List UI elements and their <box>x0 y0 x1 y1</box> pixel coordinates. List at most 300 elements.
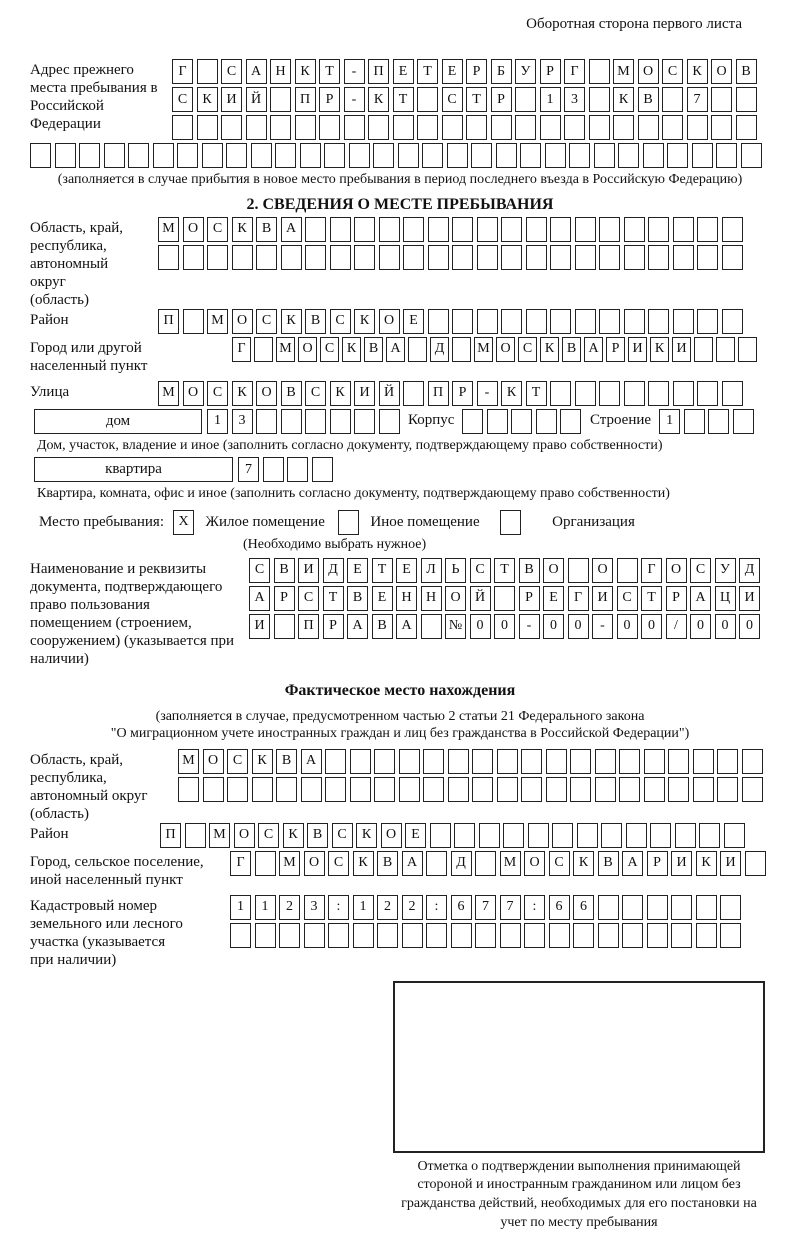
stay-option-other-checkbox[interactable] <box>338 510 359 535</box>
char-box[interactable] <box>354 245 375 270</box>
char-box[interactable] <box>330 217 351 242</box>
char-box[interactable] <box>403 381 424 406</box>
char-box[interactable] <box>472 777 493 802</box>
char-box[interactable] <box>305 217 326 242</box>
char-box[interactable]: Т <box>323 586 344 611</box>
char-box[interactable]: Й <box>379 381 400 406</box>
char-box[interactable]: С <box>207 217 228 242</box>
char-box[interactable] <box>447 143 468 168</box>
char-box[interactable] <box>570 749 591 774</box>
char-box[interactable]: С <box>305 381 326 406</box>
char-box[interactable]: О <box>203 749 224 774</box>
char-box[interactable] <box>305 245 326 270</box>
char-box[interactable] <box>647 923 668 948</box>
char-box[interactable]: О <box>234 823 255 848</box>
char-box[interactable]: А <box>301 749 322 774</box>
char-box[interactable] <box>622 895 643 920</box>
char-box[interactable] <box>550 245 571 270</box>
char-box[interactable]: 3 <box>304 895 325 920</box>
char-box[interactable] <box>227 777 248 802</box>
char-box[interactable] <box>197 59 218 84</box>
char-box[interactable] <box>350 777 371 802</box>
char-box[interactable] <box>536 409 557 434</box>
char-box[interactable]: 0 <box>739 614 760 639</box>
char-box[interactable]: 2 <box>402 895 423 920</box>
char-box[interactable]: О <box>711 59 732 84</box>
char-box[interactable] <box>344 115 365 140</box>
char-box[interactable]: О <box>298 337 317 362</box>
char-box[interactable] <box>402 923 423 948</box>
char-box[interactable]: Н <box>396 586 417 611</box>
char-box[interactable] <box>589 115 610 140</box>
char-box[interactable] <box>693 777 714 802</box>
char-box[interactable] <box>644 777 665 802</box>
char-box[interactable] <box>399 777 420 802</box>
char-box[interactable] <box>442 115 463 140</box>
char-box[interactable]: Ц <box>715 586 736 611</box>
char-box[interactable]: К <box>353 851 374 876</box>
char-box[interactable]: 3 <box>564 87 585 112</box>
char-box[interactable]: А <box>396 614 417 639</box>
char-box[interactable] <box>624 217 645 242</box>
char-box[interactable] <box>270 115 291 140</box>
char-box[interactable] <box>452 217 473 242</box>
char-box[interactable]: Р <box>540 59 561 84</box>
char-box[interactable] <box>104 143 125 168</box>
char-box[interactable] <box>325 777 346 802</box>
char-box[interactable]: 1 <box>353 895 374 920</box>
char-box[interactable] <box>598 895 619 920</box>
char-box[interactable] <box>178 777 199 802</box>
char-box[interactable] <box>599 381 620 406</box>
char-box[interactable]: О <box>381 823 402 848</box>
char-box[interactable]: И <box>298 558 319 583</box>
char-box[interactable]: В <box>598 851 619 876</box>
char-box[interactable]: 0 <box>470 614 491 639</box>
char-box[interactable] <box>638 115 659 140</box>
char-box[interactable] <box>374 777 395 802</box>
char-box[interactable] <box>454 823 475 848</box>
char-box[interactable]: - <box>592 614 613 639</box>
char-box[interactable]: / <box>666 614 687 639</box>
char-box[interactable] <box>462 409 483 434</box>
char-box[interactable] <box>477 217 498 242</box>
char-box[interactable]: О <box>183 381 204 406</box>
char-box[interactable] <box>421 614 442 639</box>
char-box[interactable] <box>741 143 762 168</box>
char-box[interactable]: В <box>519 558 540 583</box>
char-box[interactable]: Д <box>430 337 449 362</box>
char-box[interactable] <box>599 245 620 270</box>
char-box[interactable] <box>575 245 596 270</box>
char-box[interactable]: К <box>342 337 361 362</box>
char-box[interactable] <box>515 87 536 112</box>
char-box[interactable] <box>422 143 443 168</box>
char-box[interactable]: - <box>344 59 365 84</box>
char-box[interactable]: О <box>445 586 466 611</box>
char-box[interactable] <box>475 851 496 876</box>
char-box[interactable]: 1 <box>540 87 561 112</box>
char-box[interactable] <box>577 823 598 848</box>
char-box[interactable]: В <box>372 614 393 639</box>
char-box[interactable]: Т <box>526 381 547 406</box>
char-box[interactable]: К <box>197 87 218 112</box>
char-box[interactable]: 0 <box>494 614 515 639</box>
char-box[interactable]: А <box>347 614 368 639</box>
char-box[interactable] <box>328 923 349 948</box>
char-box[interactable] <box>643 143 664 168</box>
char-box[interactable] <box>497 749 518 774</box>
char-box[interactable] <box>696 895 717 920</box>
char-box[interactable] <box>373 143 394 168</box>
char-box[interactable]: О <box>304 851 325 876</box>
char-box[interactable] <box>624 381 645 406</box>
char-box[interactable] <box>349 143 370 168</box>
char-box[interactable]: 2 <box>279 895 300 920</box>
char-box[interactable] <box>491 115 512 140</box>
char-box[interactable]: Т <box>641 586 662 611</box>
char-box[interactable]: С <box>249 558 270 583</box>
char-box[interactable]: О <box>592 558 613 583</box>
char-box[interactable] <box>232 245 253 270</box>
char-box[interactable] <box>221 115 242 140</box>
char-box[interactable] <box>696 923 717 948</box>
char-box[interactable]: О <box>232 309 253 334</box>
char-box[interactable]: С <box>258 823 279 848</box>
char-box[interactable]: С <box>442 87 463 112</box>
char-box[interactable] <box>197 115 218 140</box>
char-box[interactable] <box>708 409 729 434</box>
char-box[interactable] <box>350 749 371 774</box>
char-box[interactable] <box>550 309 571 334</box>
char-box[interactable] <box>417 115 438 140</box>
char-box[interactable]: Р <box>519 586 540 611</box>
char-box[interactable]: О <box>183 217 204 242</box>
char-box[interactable]: У <box>515 59 536 84</box>
char-box[interactable]: С <box>256 309 277 334</box>
char-box[interactable]: 0 <box>617 614 638 639</box>
char-box[interactable] <box>711 115 732 140</box>
char-box[interactable] <box>599 217 620 242</box>
char-box[interactable]: С <box>207 381 228 406</box>
char-box[interactable]: М <box>500 851 521 876</box>
char-box[interactable] <box>300 143 321 168</box>
char-box[interactable]: : <box>524 895 545 920</box>
char-box[interactable] <box>252 777 273 802</box>
char-box[interactable]: К <box>283 823 304 848</box>
char-box[interactable] <box>230 923 251 948</box>
char-box[interactable]: 6 <box>451 895 472 920</box>
char-box[interactable] <box>254 337 273 362</box>
char-box[interactable]: 0 <box>715 614 736 639</box>
char-box[interactable] <box>408 337 427 362</box>
char-box[interactable]: К <box>540 337 559 362</box>
char-box[interactable]: С <box>221 59 242 84</box>
char-box[interactable]: М <box>613 59 634 84</box>
char-box[interactable]: Д <box>739 558 760 583</box>
char-box[interactable] <box>618 143 639 168</box>
char-box[interactable] <box>452 337 471 362</box>
char-box[interactable] <box>662 115 683 140</box>
char-box[interactable]: Л <box>421 558 442 583</box>
char-box[interactable]: К <box>354 309 375 334</box>
char-box[interactable]: Г <box>230 851 251 876</box>
char-box[interactable] <box>697 381 718 406</box>
char-box[interactable]: Й <box>246 87 267 112</box>
char-box[interactable]: 1 <box>230 895 251 920</box>
char-box[interactable] <box>722 245 743 270</box>
char-box[interactable] <box>648 309 669 334</box>
char-box[interactable] <box>153 143 174 168</box>
char-box[interactable] <box>595 749 616 774</box>
char-box[interactable] <box>255 923 276 948</box>
char-box[interactable]: Р <box>466 59 487 84</box>
char-box[interactable] <box>624 245 645 270</box>
char-box[interactable]: Б <box>491 59 512 84</box>
char-box[interactable] <box>550 217 571 242</box>
char-box[interactable] <box>207 245 228 270</box>
char-box[interactable] <box>619 777 640 802</box>
char-box[interactable]: Р <box>647 851 668 876</box>
char-box[interactable] <box>575 309 596 334</box>
char-box[interactable]: С <box>518 337 537 362</box>
char-box[interactable]: В <box>562 337 581 362</box>
char-box[interactable] <box>281 409 302 434</box>
char-box[interactable] <box>305 409 326 434</box>
char-box[interactable] <box>330 409 351 434</box>
char-box[interactable] <box>295 115 316 140</box>
char-box[interactable] <box>673 309 694 334</box>
char-box[interactable] <box>575 381 596 406</box>
char-box[interactable]: А <box>584 337 603 362</box>
char-box[interactable] <box>671 923 692 948</box>
char-box[interactable]: Е <box>543 586 564 611</box>
char-box[interactable] <box>648 217 669 242</box>
char-box[interactable]: 6 <box>573 895 594 920</box>
char-box[interactable]: П <box>428 381 449 406</box>
char-box[interactable] <box>520 143 541 168</box>
char-box[interactable] <box>275 143 296 168</box>
char-box[interactable]: А <box>249 586 270 611</box>
char-box[interactable] <box>687 115 708 140</box>
char-box[interactable] <box>549 923 570 948</box>
char-box[interactable] <box>501 217 522 242</box>
char-box[interactable] <box>379 217 400 242</box>
char-box[interactable]: В <box>736 59 757 84</box>
char-box[interactable]: 1 <box>207 409 228 434</box>
char-box[interactable] <box>626 823 647 848</box>
char-box[interactable]: 7 <box>475 895 496 920</box>
char-box[interactable]: И <box>221 87 242 112</box>
char-box[interactable]: В <box>305 309 326 334</box>
char-box[interactable] <box>330 245 351 270</box>
char-box[interactable] <box>601 823 622 848</box>
char-box[interactable]: В <box>364 337 383 362</box>
char-box[interactable] <box>528 823 549 848</box>
char-box[interactable]: В <box>256 217 277 242</box>
char-box[interactable]: О <box>666 558 687 583</box>
char-box[interactable] <box>644 749 665 774</box>
char-box[interactable]: Е <box>442 59 463 84</box>
char-box[interactable] <box>377 923 398 948</box>
char-box[interactable] <box>500 923 521 948</box>
char-box[interactable] <box>624 309 645 334</box>
char-box[interactable] <box>540 115 561 140</box>
char-box[interactable]: К <box>501 381 522 406</box>
char-box[interactable] <box>722 381 743 406</box>
char-box[interactable]: А <box>402 851 423 876</box>
char-box[interactable] <box>716 143 737 168</box>
char-box[interactable] <box>312 457 333 482</box>
char-box[interactable]: И <box>671 851 692 876</box>
char-box[interactable]: В <box>307 823 328 848</box>
char-box[interactable] <box>423 749 444 774</box>
char-box[interactable] <box>185 823 206 848</box>
char-box[interactable] <box>479 823 500 848</box>
char-box[interactable]: М <box>158 217 179 242</box>
char-box[interactable]: К <box>232 381 253 406</box>
char-box[interactable]: П <box>158 309 179 334</box>
char-box[interactable] <box>619 749 640 774</box>
stay-option-residential-checkbox[interactable]: X <box>173 510 194 535</box>
char-box[interactable] <box>428 217 449 242</box>
char-box[interactable]: 7 <box>238 457 259 482</box>
char-box[interactable]: С <box>549 851 570 876</box>
char-box[interactable] <box>274 614 295 639</box>
char-box[interactable]: Е <box>396 558 417 583</box>
char-box[interactable] <box>515 115 536 140</box>
char-box[interactable]: К <box>252 749 273 774</box>
char-box[interactable] <box>697 245 718 270</box>
char-box[interactable] <box>648 381 669 406</box>
char-box[interactable]: 0 <box>690 614 711 639</box>
char-box[interactable] <box>694 337 713 362</box>
char-box[interactable]: О <box>638 59 659 84</box>
char-box[interactable]: Г <box>568 586 589 611</box>
char-box[interactable]: 1 <box>255 895 276 920</box>
char-box[interactable] <box>650 823 671 848</box>
char-box[interactable] <box>354 217 375 242</box>
char-box[interactable]: Д <box>451 851 472 876</box>
char-box[interactable] <box>575 217 596 242</box>
char-box[interactable] <box>374 749 395 774</box>
char-box[interactable]: 3 <box>232 409 253 434</box>
char-box[interactable] <box>471 143 492 168</box>
char-box[interactable] <box>246 115 267 140</box>
char-box[interactable]: М <box>474 337 493 362</box>
char-box[interactable]: С <box>328 851 349 876</box>
char-box[interactable] <box>668 749 689 774</box>
char-box[interactable]: № <box>445 614 466 639</box>
char-box[interactable]: Р <box>319 87 340 112</box>
char-box[interactable] <box>736 115 757 140</box>
char-box[interactable]: Т <box>372 558 393 583</box>
char-box[interactable] <box>647 895 668 920</box>
char-box[interactable] <box>251 143 272 168</box>
char-box[interactable]: И <box>672 337 691 362</box>
char-box[interactable] <box>722 217 743 242</box>
char-box[interactable]: В <box>347 586 368 611</box>
char-box[interactable] <box>398 143 419 168</box>
char-box[interactable] <box>598 923 619 948</box>
char-box[interactable]: - <box>519 614 540 639</box>
char-box[interactable]: И <box>628 337 647 362</box>
char-box[interactable]: Р <box>606 337 625 362</box>
char-box[interactable] <box>494 586 515 611</box>
char-box[interactable] <box>662 87 683 112</box>
char-box[interactable] <box>673 245 694 270</box>
char-box[interactable]: К <box>687 59 708 84</box>
char-box[interactable]: К <box>295 59 316 84</box>
char-box[interactable] <box>546 777 567 802</box>
char-box[interactable] <box>379 245 400 270</box>
char-box[interactable]: М <box>276 337 295 362</box>
char-box[interactable] <box>742 777 763 802</box>
char-box[interactable]: Г <box>172 59 193 84</box>
char-box[interactable] <box>324 143 345 168</box>
char-box[interactable]: 2 <box>377 895 398 920</box>
char-box[interactable] <box>711 87 732 112</box>
char-box[interactable] <box>256 245 277 270</box>
char-box[interactable]: В <box>377 851 398 876</box>
char-box[interactable] <box>172 115 193 140</box>
char-box[interactable] <box>403 217 424 242</box>
char-box[interactable] <box>426 851 447 876</box>
char-box[interactable]: В <box>274 558 295 583</box>
char-box[interactable] <box>475 923 496 948</box>
char-box[interactable]: О <box>256 381 277 406</box>
char-box[interactable] <box>550 381 571 406</box>
char-box[interactable]: В <box>281 381 302 406</box>
char-box[interactable]: Т <box>417 59 438 84</box>
char-box[interactable] <box>545 143 566 168</box>
char-box[interactable]: Т <box>466 87 487 112</box>
char-box[interactable]: 7 <box>500 895 521 920</box>
char-box[interactable]: П <box>368 59 389 84</box>
char-box[interactable] <box>448 749 469 774</box>
char-box[interactable]: К <box>368 87 389 112</box>
char-box[interactable] <box>733 409 754 434</box>
char-box[interactable] <box>684 409 705 434</box>
char-box[interactable] <box>30 143 51 168</box>
char-box[interactable]: П <box>298 614 319 639</box>
char-box[interactable]: Т <box>494 558 515 583</box>
char-box[interactable] <box>564 115 585 140</box>
char-box[interactable] <box>379 409 400 434</box>
char-box[interactable]: К <box>281 309 302 334</box>
char-box[interactable] <box>673 381 694 406</box>
char-box[interactable]: В <box>276 749 297 774</box>
char-box[interactable] <box>301 777 322 802</box>
char-box[interactable]: Ь <box>445 558 466 583</box>
char-box[interactable] <box>183 309 204 334</box>
char-box[interactable] <box>281 245 302 270</box>
char-box[interactable] <box>697 309 718 334</box>
char-box[interactable]: М <box>209 823 230 848</box>
char-box[interactable]: И <box>354 381 375 406</box>
char-box[interactable] <box>599 309 620 334</box>
char-box[interactable]: 7 <box>687 87 708 112</box>
char-box[interactable]: К <box>573 851 594 876</box>
char-box[interactable]: А <box>690 586 711 611</box>
char-box[interactable] <box>742 749 763 774</box>
char-box[interactable] <box>466 115 487 140</box>
char-box[interactable]: И <box>592 586 613 611</box>
char-box[interactable]: И <box>739 586 760 611</box>
char-box[interactable] <box>617 558 638 583</box>
char-box[interactable] <box>524 923 545 948</box>
char-box[interactable] <box>546 749 567 774</box>
